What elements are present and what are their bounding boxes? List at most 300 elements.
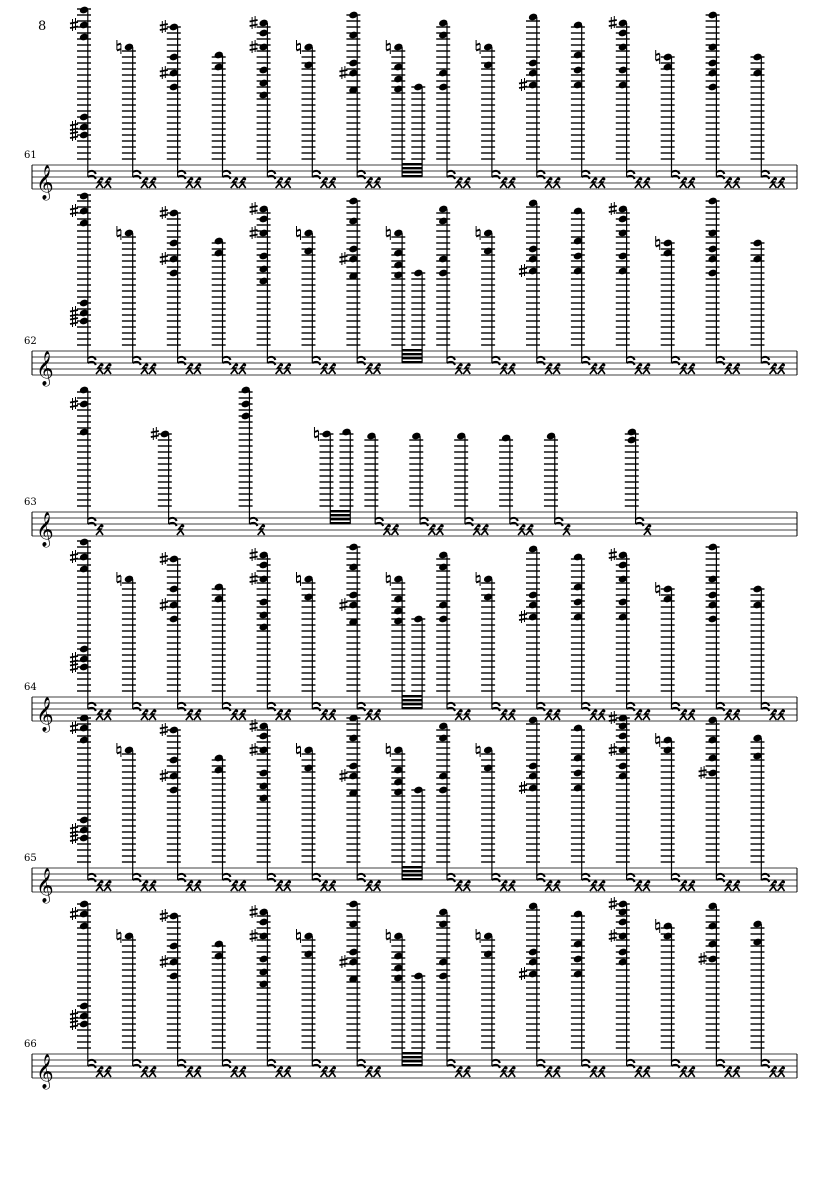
beam	[402, 171, 422, 173]
rest-dot	[280, 710, 283, 713]
rest-dot	[737, 178, 740, 181]
flag	[88, 1060, 96, 1063]
flag	[447, 874, 455, 877]
natural-sign	[297, 40, 301, 54]
flag	[447, 362, 455, 365]
flag	[178, 1060, 186, 1063]
rest-dot	[684, 364, 687, 367]
flag	[627, 874, 635, 877]
sharp-sign	[250, 226, 258, 239]
flag	[761, 879, 769, 882]
rest-dot	[594, 710, 597, 713]
natural-sign	[476, 929, 480, 943]
beam	[402, 878, 422, 880]
sharp-sign	[339, 66, 347, 79]
rest-dot	[774, 178, 777, 181]
rest-dot	[235, 710, 238, 713]
rest-dot	[190, 1067, 193, 1070]
rest-dot	[478, 525, 481, 528]
flag	[447, 708, 455, 711]
rest-dot	[101, 710, 104, 713]
flag	[249, 523, 257, 526]
flag	[627, 703, 635, 706]
flag	[492, 362, 500, 365]
rest-dot	[370, 881, 373, 884]
flag	[492, 708, 500, 711]
rest-dot	[109, 881, 112, 884]
flag	[375, 518, 383, 521]
flag	[178, 874, 186, 877]
rest-dot	[101, 364, 104, 367]
sharp-sign	[151, 427, 159, 440]
beam	[402, 353, 422, 355]
rest-dot	[737, 1067, 740, 1070]
beam	[402, 866, 422, 868]
flag	[223, 362, 231, 365]
flag	[716, 879, 724, 882]
beam	[402, 1052, 422, 1054]
flag	[223, 176, 231, 179]
sharp-sign	[70, 306, 78, 319]
flag	[582, 879, 590, 882]
flag	[133, 879, 141, 882]
rest-dot	[325, 178, 328, 181]
flag	[223, 1065, 231, 1068]
systems	[24, 6, 797, 1090]
staff-system	[24, 538, 797, 733]
flag	[636, 518, 644, 521]
sharp-sign	[609, 743, 617, 756]
rest-dot	[774, 881, 777, 884]
rest-dot	[692, 364, 695, 367]
rest-dot	[333, 178, 336, 181]
natural-sign	[386, 929, 390, 943]
rest-dot	[378, 178, 381, 181]
rest-dot	[198, 881, 201, 884]
rest-dot	[468, 364, 471, 367]
natural-sign	[386, 572, 390, 586]
sharp-sign	[519, 967, 527, 980]
flag	[492, 874, 500, 877]
flag	[133, 176, 141, 179]
beam	[402, 361, 422, 363]
sharp-sign	[70, 18, 78, 31]
staff-system	[24, 386, 797, 548]
rest-dot	[505, 364, 508, 367]
rest-dot	[684, 1067, 687, 1070]
flag	[672, 362, 680, 365]
flag	[267, 1065, 275, 1068]
flag	[761, 171, 769, 174]
sharp-sign	[160, 909, 168, 922]
sharp-sign	[160, 955, 168, 968]
rest-dot	[396, 525, 399, 528]
rest-dot	[235, 178, 238, 181]
rest-dot	[782, 881, 785, 884]
rest-dot	[550, 1067, 553, 1070]
flag	[223, 171, 231, 174]
staff-system	[24, 192, 797, 387]
flag	[88, 703, 96, 706]
flag	[267, 708, 275, 711]
rest-dot	[513, 881, 516, 884]
flag	[88, 1065, 96, 1068]
rest-dot	[558, 710, 561, 713]
rest-dot	[531, 525, 534, 528]
rest-dot	[153, 364, 156, 367]
sharp-sign	[519, 78, 527, 91]
natural-sign	[656, 50, 660, 64]
sharp-sign	[160, 20, 168, 33]
rest-dot	[262, 525, 265, 528]
flag	[133, 874, 141, 877]
natural-sign	[117, 929, 121, 943]
flag	[223, 874, 231, 877]
rest-dot	[594, 1067, 597, 1070]
rest-dot	[647, 178, 650, 181]
flag	[312, 708, 320, 711]
flag	[88, 708, 96, 711]
measure-number: 65	[24, 853, 37, 864]
rest-dot	[639, 710, 642, 713]
natural-sign	[117, 572, 121, 586]
flag	[537, 362, 545, 365]
flag	[537, 176, 545, 179]
sharp-sign	[609, 929, 617, 942]
measure-number: 63	[24, 497, 37, 508]
beam	[402, 1064, 422, 1066]
rest-dot	[243, 178, 246, 181]
flag	[357, 879, 365, 882]
sharp-sign	[70, 721, 78, 734]
flag	[537, 1060, 545, 1063]
flag	[447, 703, 455, 706]
flag	[672, 708, 680, 711]
rest-dot	[288, 881, 291, 884]
rest-dot	[782, 178, 785, 181]
flag	[761, 1060, 769, 1063]
flag	[761, 703, 769, 706]
rest-dot	[692, 178, 695, 181]
flag	[178, 171, 186, 174]
rest-dot	[782, 710, 785, 713]
natural-sign	[117, 226, 121, 240]
rest-dot	[288, 364, 291, 367]
rest-dot	[145, 710, 148, 713]
beam	[402, 695, 422, 697]
flag	[447, 176, 455, 179]
rest-dot	[109, 364, 112, 367]
sharp-sign	[250, 202, 258, 215]
flag	[357, 708, 365, 711]
treble-clef: 𝄞	[36, 1054, 54, 1089]
flag	[672, 703, 680, 706]
sharp-sign	[160, 598, 168, 611]
rest-dot	[325, 364, 328, 367]
flag	[357, 357, 365, 360]
flag	[582, 176, 590, 179]
flag	[761, 176, 769, 179]
beam	[402, 1056, 422, 1058]
flag	[537, 703, 545, 706]
flag	[312, 1065, 320, 1068]
flag	[88, 176, 96, 179]
flag	[312, 171, 320, 174]
flag	[492, 1065, 500, 1068]
rest-dot	[729, 364, 732, 367]
sharp-sign	[70, 1009, 78, 1022]
rest-dot	[109, 178, 112, 181]
flag	[510, 523, 518, 526]
flag	[672, 357, 680, 360]
sharp-sign	[609, 202, 617, 215]
flag	[420, 518, 428, 521]
flag	[375, 523, 383, 526]
sharp-sign	[250, 16, 258, 29]
flag	[492, 703, 500, 706]
rest-dot	[243, 364, 246, 367]
flag	[133, 1065, 141, 1068]
rest-dot	[684, 710, 687, 713]
flag	[465, 518, 473, 521]
flag	[223, 879, 231, 882]
flag	[716, 362, 724, 365]
flag	[447, 171, 455, 174]
rest-dot	[370, 364, 373, 367]
measure-number: 62	[24, 336, 37, 347]
flag	[582, 362, 590, 365]
rest-dot	[782, 1067, 785, 1070]
natural-sign	[386, 743, 390, 757]
flag	[133, 362, 141, 365]
flag	[627, 1065, 635, 1068]
rest-dot	[647, 710, 650, 713]
flag	[267, 176, 275, 179]
flag	[627, 171, 635, 174]
flag	[312, 357, 320, 360]
rest-dot	[280, 881, 283, 884]
rest-dot	[333, 364, 336, 367]
rest-dot	[325, 1067, 328, 1070]
rest-dot	[774, 710, 777, 713]
rest-dot	[325, 881, 328, 884]
rest-dot	[145, 1067, 148, 1070]
rest-dot	[602, 178, 605, 181]
rest-dot	[198, 364, 201, 367]
rest-dot	[594, 178, 597, 181]
rest-dot	[153, 178, 156, 181]
flag	[537, 874, 545, 877]
flag	[267, 171, 275, 174]
rest-dot	[647, 364, 650, 367]
flag	[627, 362, 635, 365]
flag	[312, 703, 320, 706]
flag	[357, 171, 365, 174]
flag	[267, 879, 275, 882]
natural-sign	[297, 572, 301, 586]
flag	[627, 176, 635, 179]
rest-dot	[513, 364, 516, 367]
sharp-sign	[250, 929, 258, 942]
staff-system	[24, 711, 797, 904]
sharp-sign	[160, 252, 168, 265]
flag	[627, 1060, 635, 1063]
flag	[761, 874, 769, 877]
flag	[267, 357, 275, 360]
beam	[330, 518, 350, 520]
sharp-sign	[160, 552, 168, 565]
sharp-sign	[70, 204, 78, 217]
treble-clef: 𝄞	[36, 351, 54, 386]
flag	[357, 874, 365, 877]
flag	[492, 1060, 500, 1063]
sharp-sign	[609, 711, 617, 724]
beam	[402, 163, 422, 165]
flag	[133, 1060, 141, 1063]
rest-dot	[692, 710, 695, 713]
flag	[420, 523, 428, 526]
rest-dot	[198, 1067, 201, 1070]
rest-dot	[280, 1067, 283, 1070]
beam	[402, 167, 422, 169]
sharp-sign	[70, 397, 78, 410]
rest-dot	[243, 881, 246, 884]
sharp-sign	[70, 823, 78, 836]
rest-dot	[729, 881, 732, 884]
flag	[672, 874, 680, 877]
flag	[582, 1060, 590, 1063]
rest-dot	[460, 364, 463, 367]
sharp-sign	[250, 572, 258, 585]
flag	[133, 708, 141, 711]
natural-sign	[656, 733, 660, 747]
natural-sign	[314, 427, 318, 441]
flag	[267, 362, 275, 365]
rest-dot	[101, 1067, 104, 1070]
flag	[178, 708, 186, 711]
rest-dot	[153, 1067, 156, 1070]
flag	[169, 518, 177, 521]
rest-dot	[325, 710, 328, 713]
rest-dot	[460, 1067, 463, 1070]
sharp-sign	[519, 781, 527, 794]
flag	[357, 703, 365, 706]
flag	[492, 171, 500, 174]
sharp-sign	[250, 743, 258, 756]
flag	[357, 1060, 365, 1063]
flag	[510, 518, 518, 521]
flag	[178, 1065, 186, 1068]
natural-sign	[297, 743, 301, 757]
flag	[492, 879, 500, 882]
rest-dot	[774, 1067, 777, 1070]
flag	[133, 171, 141, 174]
flag	[716, 708, 724, 711]
flag	[447, 879, 455, 882]
rest-dot	[145, 178, 148, 181]
measure-number: 66	[24, 1039, 37, 1050]
rest-dot	[288, 178, 291, 181]
sharp-sign	[160, 769, 168, 782]
flag	[88, 874, 96, 877]
flag	[672, 1060, 680, 1063]
flag	[492, 357, 500, 360]
rest-dot	[602, 881, 605, 884]
rest-dot	[505, 178, 508, 181]
flag	[267, 703, 275, 706]
rest-dot	[684, 881, 687, 884]
rest-dot	[523, 525, 526, 528]
rest-dot	[370, 1067, 373, 1070]
rest-dot	[550, 881, 553, 884]
flag	[582, 703, 590, 706]
rest-dot	[639, 1067, 642, 1070]
rest-dot	[243, 1067, 246, 1070]
flag	[267, 874, 275, 877]
rest-dot	[737, 364, 740, 367]
rest-dot	[594, 364, 597, 367]
beam	[402, 175, 422, 177]
flag	[672, 1065, 680, 1068]
flag	[357, 176, 365, 179]
flag	[537, 357, 545, 360]
flag	[249, 518, 257, 521]
natural-sign	[386, 226, 390, 240]
flag	[716, 703, 724, 706]
flag	[312, 874, 320, 877]
sharp-sign	[339, 252, 347, 265]
rest-dot	[235, 1067, 238, 1070]
sharp-sign	[609, 16, 617, 29]
rest-dot	[441, 525, 444, 528]
rest-dot	[280, 364, 283, 367]
rest-dot	[190, 710, 193, 713]
rest-dot	[378, 881, 381, 884]
flag	[267, 1060, 275, 1063]
rest-dot	[190, 881, 193, 884]
rest-dot	[684, 178, 687, 181]
sharp-sign	[160, 723, 168, 736]
natural-sign	[297, 929, 301, 943]
beam	[402, 870, 422, 872]
flag	[447, 1065, 455, 1068]
rest-dot	[280, 178, 283, 181]
beam	[330, 514, 350, 516]
beam	[402, 703, 422, 705]
rest-dot	[460, 881, 463, 884]
flag	[716, 1065, 724, 1068]
sharp-sign	[609, 897, 617, 910]
flag	[582, 708, 590, 711]
sharp-sign	[339, 955, 347, 968]
flag	[447, 357, 455, 360]
flag	[133, 357, 141, 360]
flag	[223, 703, 231, 706]
natural-sign	[476, 40, 480, 54]
flag	[178, 176, 186, 179]
rest-dot	[153, 881, 156, 884]
sharp-sign	[70, 550, 78, 563]
treble-clef: 𝄞	[36, 512, 54, 547]
flag	[88, 523, 96, 526]
natural-sign	[656, 582, 660, 596]
flag	[761, 362, 769, 365]
rest-dot	[513, 1067, 516, 1070]
sharp-sign	[519, 610, 527, 623]
rest-dot	[692, 881, 695, 884]
flag	[761, 1065, 769, 1068]
rest-dot	[101, 881, 104, 884]
